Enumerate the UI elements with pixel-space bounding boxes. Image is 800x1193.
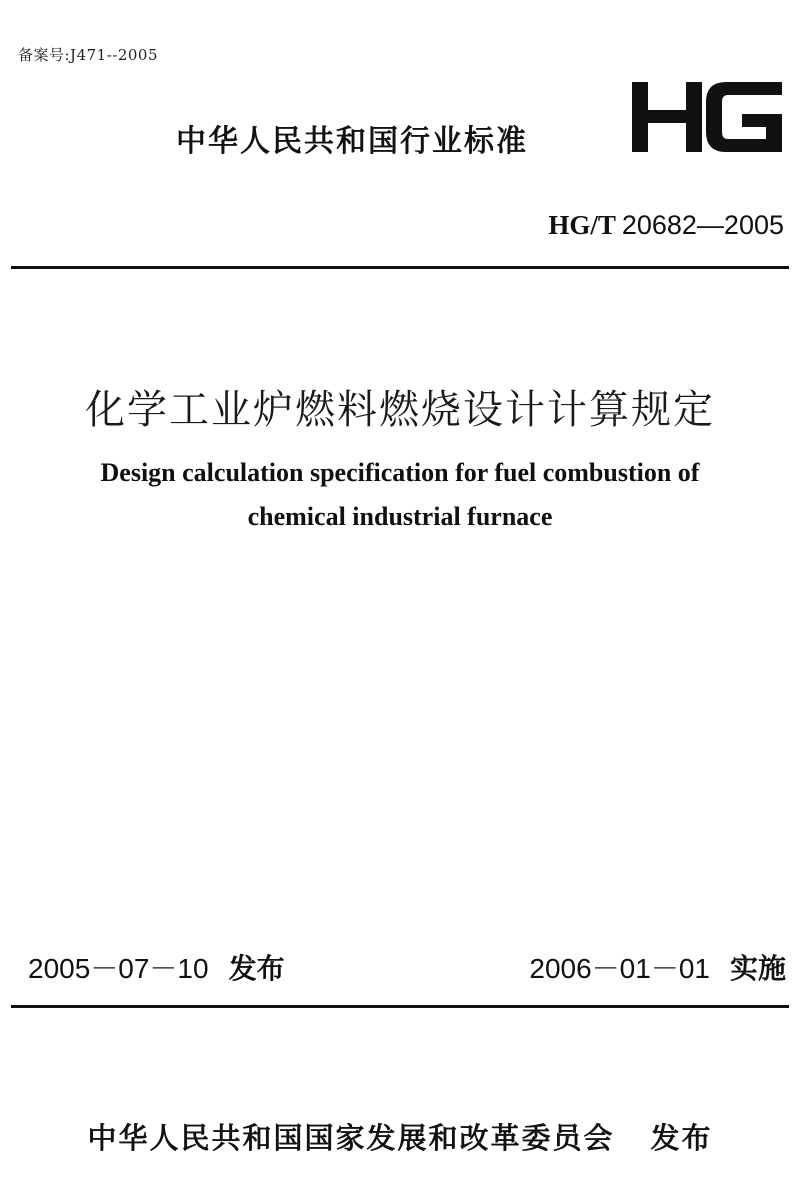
issuer-action: 发布 (650, 1121, 713, 1155)
title-chinese: 化学工业炉燃料燃烧设计计算规定 (85, 387, 715, 433)
hg-logo-h-right (686, 82, 702, 152)
standard-code-number: 20682—2005 (621, 210, 784, 240)
hg-logo-g (706, 82, 782, 152)
filing-number: 备案号:J471--2005 (18, 46, 159, 64)
effective-label: 实施 (729, 952, 786, 985)
standard-code-prefix: HG/T (548, 210, 616, 240)
top-divider (11, 266, 789, 269)
bottom-divider (11, 1005, 789, 1008)
issue-date-line (28, 947, 285, 987)
title-english-line2: chemical industrial furnace (247, 502, 553, 531)
standard-code (548, 210, 784, 241)
effective-date: 2006－01－01 (529, 953, 710, 984)
issuer-line (0, 1116, 800, 1157)
issue-label: 发布 (228, 952, 285, 985)
issue-date: 2005－07－10 (28, 953, 209, 984)
standard-type-heading: 中华人民共和国行业标准 (176, 124, 528, 159)
title-english-line1: Design calculation specification for fuel combustion of (100, 458, 700, 487)
issuer-name: 中华人民共和国国家发展和改革委员会 (87, 1121, 615, 1155)
hg-logo (632, 76, 784, 156)
effective-date-line (529, 947, 786, 987)
